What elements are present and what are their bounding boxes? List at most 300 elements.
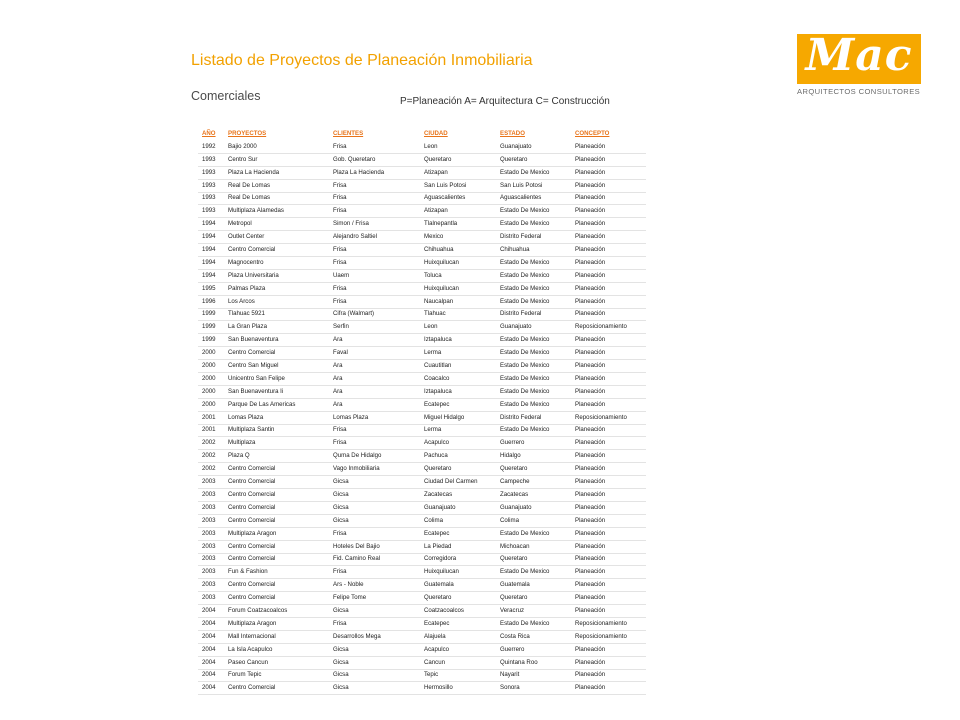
table-row [198,192,646,205]
cell-client: Gob. Queretaro [329,153,420,166]
cell-client: Serfin [329,321,420,334]
cell-client: Frisa [329,437,420,450]
table-row [198,257,646,270]
table-row [198,360,646,373]
cell-year: 1993 [198,192,224,205]
cell-year: 2004 [198,682,224,695]
cell-concept: Planeación [571,373,646,386]
cell-city: Tlahuac [420,308,496,321]
cell-client: Frisa [329,527,420,540]
cell-city: Huixquilucan [420,257,496,270]
cell-concept: Planeación [571,450,646,463]
company-logo [797,30,923,96]
cell-concept: Planeación [571,308,646,321]
cell-year: 2003 [198,514,224,527]
cell-state: Estado De Mexico [496,282,571,295]
table-row [198,411,646,424]
table-row [198,630,646,643]
cell-city: Ecatepec [420,398,496,411]
cell-client: Hoteles Del Bajio [329,540,420,553]
cell-client: Frisa [329,257,420,270]
cell-project: Multiplaza Aragon [224,527,329,540]
cell-year: 1994 [198,257,224,270]
table-row [198,141,646,153]
table-row [198,463,646,476]
cell-state: Costa Rica [496,630,571,643]
table-row [198,347,646,360]
table-row [198,643,646,656]
cell-state: Chihuahua [496,244,571,257]
table-row [198,437,646,450]
cell-city: Pachuca [420,450,496,463]
cell-concept: Planeación [571,540,646,553]
table-row [198,579,646,592]
logo-mark [797,30,921,84]
cell-state: Estado De Mexico [496,373,571,386]
table-row [198,373,646,386]
cell-year: 1993 [198,205,224,218]
cell-state: Guatemala [496,579,571,592]
projects-table [198,128,646,695]
cell-year: 1994 [198,244,224,257]
cell-client: Frisa [329,205,420,218]
cell-state: Estado De Mexico [496,566,571,579]
cell-concept: Planeación [571,437,646,450]
cell-city: La Piedad [420,540,496,553]
table-row [198,231,646,244]
cell-concept: Planeación [571,141,646,153]
cell-concept: Planeación [571,501,646,514]
cell-concept: Reposicionamiento [571,630,646,643]
table-row [198,179,646,192]
cell-client: Ara [329,385,420,398]
table-row [198,166,646,179]
cell-project: Centro Sur [224,153,329,166]
cell-state: Estado De Mexico [496,617,571,630]
cell-project: Multiplaza Santin [224,424,329,437]
cell-city: Naucalpan [420,295,496,308]
cell-client: Plaza La Hacienda [329,166,420,179]
cell-client: Cifra (Walmart) [329,308,420,321]
cell-client: Gicsa [329,476,420,489]
cell-year: 2004 [198,617,224,630]
cell-city: Queretaro [420,592,496,605]
cell-city: Corregidora [420,553,496,566]
cell-project: Centro Comercial [224,540,329,553]
cell-concept: Planeación [571,244,646,257]
header-concept: CONCEPTO [575,130,610,138]
cell-client: Ara [329,398,420,411]
cell-project: Centro Comercial [224,476,329,489]
cell-year: 2000 [198,398,224,411]
cell-project: Los Arcos [224,295,329,308]
cell-project: Multiplaza Aragon [224,617,329,630]
cell-state: Distrito Federal [496,231,571,244]
cell-client: Ara [329,334,420,347]
cell-year: 2003 [198,476,224,489]
cell-client: Lomas Plaza [329,411,420,424]
cell-year: 2000 [198,360,224,373]
cell-project: La Gran Plaza [224,321,329,334]
cell-city: Queretaro [420,463,496,476]
header-state: ESTADO [500,130,525,138]
cell-state: Sonora [496,682,571,695]
cell-year: 1999 [198,334,224,347]
cell-client: Gicsa [329,514,420,527]
cell-project: Centro Comercial [224,592,329,605]
cell-city: Coacalco [420,373,496,386]
cell-year: 2003 [198,527,224,540]
table-row [198,514,646,527]
cell-client: Quma De Hidalgo [329,450,420,463]
cell-year: 2004 [198,643,224,656]
cell-city: Acapulco [420,643,496,656]
cell-concept: Planeación [571,424,646,437]
cell-project: Plaza Universitaria [224,269,329,282]
cell-client: Fid. Camino Real [329,553,420,566]
table-row [198,218,646,231]
cell-year: 2003 [198,566,224,579]
cell-client: Gicsa [329,669,420,682]
cell-city: Chihuahua [420,244,496,257]
table-row [198,450,646,463]
cell-client: Frisa [329,424,420,437]
cell-state: Estado De Mexico [496,205,571,218]
cell-client: Frisa [329,179,420,192]
cell-client: Gicsa [329,501,420,514]
cell-project: Fun & Fashion [224,566,329,579]
cell-year: 2000 [198,373,224,386]
table-row [198,295,646,308]
cell-project: Centro San Miguel [224,360,329,373]
table-row [198,244,646,257]
table-row [198,592,646,605]
cell-client: Alejandro Saltiel [329,231,420,244]
logo-subtitle: ARQUITECTOS CONSULTORES [797,87,921,96]
cell-project: Centro Comercial [224,579,329,592]
cell-year: 2004 [198,669,224,682]
table-row [198,553,646,566]
cell-project: Centro Comercial [224,489,329,502]
cell-state: Estado De Mexico [496,218,571,231]
cell-year: 1994 [198,218,224,231]
cell-concept: Planeación [571,231,646,244]
cell-project: Centro Comercial [224,463,329,476]
cell-city: Alajuela [420,630,496,643]
cell-concept: Planeación [571,269,646,282]
cell-city: Tlalnepantla [420,218,496,231]
table-row [198,153,646,166]
cell-concept: Planeación [571,566,646,579]
cell-concept: Planeación [571,347,646,360]
cell-client: Desarrollos Mega [329,630,420,643]
cell-state: Estado De Mexico [496,527,571,540]
cell-project: Plaza Q [224,450,329,463]
cell-concept: Planeación [571,669,646,682]
cell-city: Ciudad Del Carmen [420,476,496,489]
cell-project: Mall Internacional [224,630,329,643]
cell-year: 2001 [198,424,224,437]
cell-year: 1996 [198,295,224,308]
table-row [198,656,646,669]
cell-city: Ecatepec [420,527,496,540]
cell-year: 2003 [198,579,224,592]
header-client: CLIENTES [333,130,364,138]
header-year: AÑO [202,130,216,138]
cell-concept: Planeación [571,179,646,192]
cell-city: Hermosillo [420,682,496,695]
cell-state: Estado De Mexico [496,269,571,282]
cell-state: Queretaro [496,592,571,605]
cell-project: Forum Coatzacoalcos [224,605,329,618]
cell-state: Campeche [496,476,571,489]
cell-project: Centro Comercial [224,682,329,695]
header-project: PROYECTOS [228,130,267,138]
cell-city: Mexico [420,231,496,244]
table-row [198,308,646,321]
table-row [198,566,646,579]
cell-client: Frisa [329,282,420,295]
table-row [198,205,646,218]
cell-concept: Planeación [571,553,646,566]
cell-client: Ara [329,373,420,386]
cell-year: 2003 [198,553,224,566]
cell-project: Paseo Cancun [224,656,329,669]
cell-project: San Buenaventura [224,334,329,347]
cell-year: 2004 [198,630,224,643]
table-row [198,476,646,489]
cell-state: Estado De Mexico [496,347,571,360]
cell-project: Plaza La Hacienda [224,166,329,179]
cell-project: Multiplaza Alamedas [224,205,329,218]
cell-project: Lomas Plaza [224,411,329,424]
cell-project: Centro Comercial [224,244,329,257]
cell-concept: Planeación [571,360,646,373]
cell-city: Coatzacoalcos [420,605,496,618]
cell-city: Guatemala [420,579,496,592]
cell-project: Centro Comercial [224,553,329,566]
cell-concept: Planeación [571,282,646,295]
cell-project: Parque De Las Americas [224,398,329,411]
cell-city: Acapulco [420,437,496,450]
cell-concept: Planeación [571,476,646,489]
table-row [198,682,646,695]
cell-concept: Planeación [571,514,646,527]
cell-state: Estado De Mexico [496,166,571,179]
table-row [198,605,646,618]
cell-year: 1994 [198,231,224,244]
table-row [198,385,646,398]
cell-project: Magnocentro [224,257,329,270]
cell-client: Frisa [329,295,420,308]
cell-state: Queretaro [496,463,571,476]
cell-project: Forum Tepic [224,669,329,682]
cell-city: Zacatecas [420,489,496,502]
cell-project: Palmas Plaza [224,282,329,295]
table-row [198,334,646,347]
cell-state: Guerrero [496,437,571,450]
cell-client: Frisa [329,192,420,205]
cell-state: Estado De Mexico [496,398,571,411]
cell-city: Iztapaluca [420,385,496,398]
table-row [198,424,646,437]
cell-year: 2001 [198,411,224,424]
cell-client: Simon / Frisa [329,218,420,231]
cell-state: Veracruz [496,605,571,618]
cell-state: Guanajuato [496,141,571,153]
cell-state: Guanajuato [496,501,571,514]
cell-client: Gicsa [329,489,420,502]
cell-state: Queretaro [496,153,571,166]
cell-concept: Reposicionamiento [571,617,646,630]
cell-city: Queretaro [420,153,496,166]
cell-year: 1993 [198,166,224,179]
cell-concept: Planeación [571,166,646,179]
cell-year: 1999 [198,321,224,334]
table-row [198,269,646,282]
cell-client: Faval [329,347,420,360]
cell-project: Unicentro San Felipe [224,373,329,386]
cell-client: Frisa [329,141,420,153]
cell-project: Real De Lomas [224,192,329,205]
cell-concept: Planeación [571,592,646,605]
cell-client: Frisa [329,617,420,630]
cell-state: Estado De Mexico [496,424,571,437]
cell-state: Estado De Mexico [496,295,571,308]
table-row [198,617,646,630]
cell-city: Leon [420,321,496,334]
cell-state: Quintana Roo [496,656,571,669]
cell-client: Felipe Tome [329,592,420,605]
cell-client: Gicsa [329,605,420,618]
cell-city: Leon [420,141,496,153]
cell-city: Aguascalientes [420,192,496,205]
cell-state: Hidalgo [496,450,571,463]
cell-state: Queretaro [496,553,571,566]
table-row [198,501,646,514]
cell-year: 1999 [198,308,224,321]
cell-city: Toluca [420,269,496,282]
cell-city: Atizapan [420,166,496,179]
cell-city: San Luis Potosi [420,179,496,192]
cell-state: Zacatecas [496,489,571,502]
cell-city: Huixquilucan [420,566,496,579]
cell-concept: Reposicionamiento [571,411,646,424]
cell-concept: Planeación [571,218,646,231]
cell-year: 1994 [198,269,224,282]
cell-city: Huixquilucan [420,282,496,295]
cell-state: San Luis Potosi [496,179,571,192]
cell-city: Tepic [420,669,496,682]
table-row [198,321,646,334]
cell-year: 2003 [198,592,224,605]
cell-concept: Reposicionamiento [571,321,646,334]
header-city: CIUDAD [424,130,448,138]
cell-city: Lerma [420,347,496,360]
table-header-row [198,128,646,141]
cell-year: 1992 [198,141,224,153]
concept-legend: P=Planeación A= Arquitectura C= Construcción [400,96,610,107]
logo-wordmark: Mac [805,30,913,81]
cell-client: Uaem [329,269,420,282]
cell-concept: Planeación [571,489,646,502]
cell-concept: Planeación [571,153,646,166]
cell-concept: Planeación [571,527,646,540]
cell-client: Gicsa [329,682,420,695]
cell-project: Bajio 2000 [224,141,329,153]
cell-project: Centro Comercial [224,347,329,360]
cell-city: Guanajuato [420,501,496,514]
cell-client: Ars - Noble [329,579,420,592]
cell-city: Colima [420,514,496,527]
cell-state: Estado De Mexico [496,257,571,270]
table-row [198,527,646,540]
cell-year: 2003 [198,501,224,514]
cell-year: 2004 [198,656,224,669]
cell-year: 2002 [198,463,224,476]
cell-client: Vago Inmobiliaria [329,463,420,476]
cell-year: 2002 [198,437,224,450]
cell-state: Michoacan [496,540,571,553]
cell-city: Atizapan [420,205,496,218]
cell-client: Ara [329,360,420,373]
cell-project: Multiplaza [224,437,329,450]
cell-year: 2000 [198,347,224,360]
cell-state: Aguascalientes [496,192,571,205]
cell-project: La Isla Acapulco [224,643,329,656]
cell-state: Distrito Federal [496,308,571,321]
cell-state: Estado De Mexico [496,334,571,347]
cell-city: Cuautitlan [420,360,496,373]
table-row [198,489,646,502]
cell-project: Centro Comercial [224,514,329,527]
page-title: Listado de Proyectos de Planeación Inmobiliaria [191,52,533,69]
cell-state: Estado De Mexico [496,385,571,398]
table-row [198,669,646,682]
cell-concept: Planeación [571,682,646,695]
cell-concept: Planeación [571,385,646,398]
cell-concept: Planeación [571,205,646,218]
cell-city: Miguel Hidalgo [420,411,496,424]
cell-state: Nayarit [496,669,571,682]
cell-concept: Planeación [571,643,646,656]
cell-city: Ecatepec [420,617,496,630]
cell-year: 1993 [198,179,224,192]
table-row [198,282,646,295]
cell-concept: Planeación [571,463,646,476]
cell-concept: Planeación [571,398,646,411]
cell-year: 2003 [198,489,224,502]
cell-project: San Buenaventura Ii [224,385,329,398]
cell-client: Frisa [329,244,420,257]
cell-concept: Planeación [571,295,646,308]
cell-city: Cancun [420,656,496,669]
cell-concept: Planeación [571,656,646,669]
cell-city: Lerma [420,424,496,437]
cell-year: 1995 [198,282,224,295]
cell-city: Iztapaluca [420,334,496,347]
table-row [198,398,646,411]
cell-state: Guanajuato [496,321,571,334]
cell-project: Metropol [224,218,329,231]
cell-concept: Planeación [571,192,646,205]
cell-concept: Planeación [571,579,646,592]
cell-year: 2002 [198,450,224,463]
cell-concept: Planeación [571,605,646,618]
cell-project: Outlet Center [224,231,329,244]
table-row [198,540,646,553]
cell-concept: Planeación [571,334,646,347]
